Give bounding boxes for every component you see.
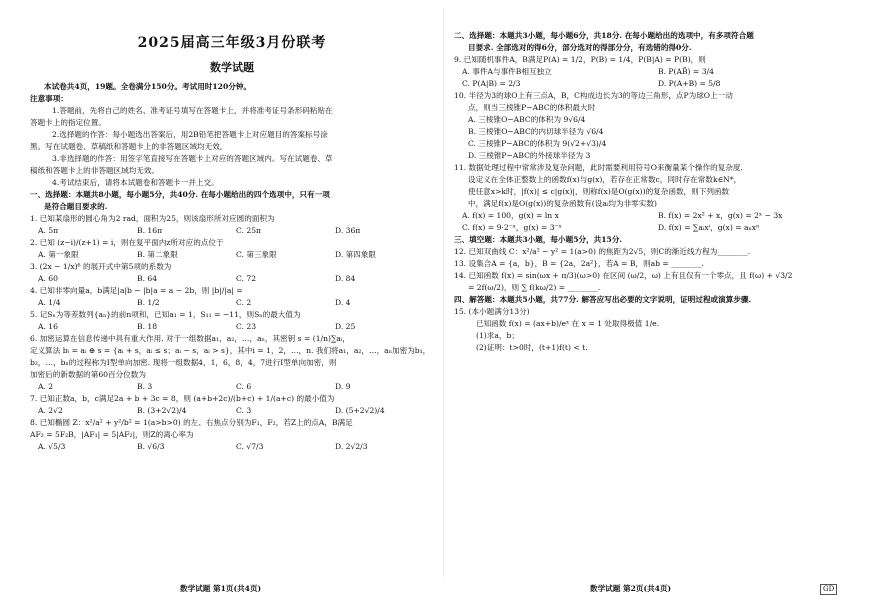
text-line: 5. 记Sₙ为等差数列{aₙ}的前n项和，已知a₁ = 1，S₁₁ = −11，则Sₙ的最大值为 (30, 310, 301, 319)
option-item: D. 第四象限 (335, 250, 377, 259)
option-row (30, 225, 434, 237)
text-line: 1. 已知某扇形的圆心角为2 rad，面积为25，则该扇形所对应圆的面积为 (30, 214, 275, 223)
option-item: A. f(x) = 100，g(x) = ln x (462, 211, 559, 220)
text-line: 2. 已知 (z−i)/(z+1) = i，则在复平面内z所对应的点位于 (30, 238, 224, 247)
text-line: 13. 设集合A = {a，b}，B = {2a，2a²}，若A = B，则ab = ________. (454, 259, 704, 268)
option-item: B. 64 (137, 274, 158, 283)
option-row (454, 66, 854, 78)
text-line: B. 三棱锥O−ABC的内切球半径为 √6/4 (468, 127, 604, 136)
option-item: A. 16 (38, 322, 58, 331)
right-content (454, 30, 854, 354)
option-row (454, 222, 854, 234)
option-item: C. 2 (236, 298, 252, 307)
page-divider (443, 8, 444, 578)
text-line: 15. (本小题满分13分) (454, 307, 530, 316)
page-footer-left: 数学试题 第1页(共4页) (180, 584, 262, 593)
option-item: C. 3 (236, 406, 252, 415)
text-line: 8. 已知椭圆 Z：x²/a² + y²/b² = 1(a>b>0) 的左、右焦点分别为F₁，F₂，若Z上的点A，B满足 (30, 418, 353, 427)
option-item: C. P(A|B) = 2/3 (462, 79, 521, 88)
option-item: A. 60 (38, 274, 58, 283)
text-line: 是符合题目要求的. (44, 202, 108, 211)
text-line: 9. 已知随机事件A，B满足P(A) = 1/2，P(B) = 1/4，P(B|A) = P(B)，则 (454, 55, 706, 64)
option-item: B. √6/3 (137, 442, 165, 451)
option-item: A. 5π (38, 226, 59, 235)
text-line: 12. 已知双曲线 C：x²/a² − y² = 1(a>0) 的焦距为2√5，则C的渐近线方程为________. (454, 247, 751, 256)
option-row (454, 78, 854, 90)
text-line: 10. 半径为3的球O上有三点A，B，C构成边长为3的等边三角形，点P为球O上一动 (454, 91, 733, 100)
text-line: 3. (2x − 1/x)⁶ 的展开式中第5项的系数为 (30, 262, 172, 271)
text-line: 7. 已知正数a，b，c满足2a + b + 3c = 8，则 (a+b+2c)/(b+c) + 1/(a+c) 的最小值为 (30, 394, 335, 403)
text-line: 答题卡上的指定位置。 (30, 118, 106, 127)
option-item: A. 第一象限 (38, 250, 79, 259)
text-line: 已知函数 f(x) = (ax+b)/eˣ 在 x = 1 处取得极值 1/e. (476, 319, 660, 328)
text-line: 1.答题前，先将自己的姓名、准考证号填写在答题卡上，并将准考证号条形码粘贴在 (52, 106, 333, 115)
option-row (30, 321, 434, 333)
option-item: C. √7/3 (236, 442, 264, 451)
option-row (30, 381, 434, 393)
text-line: 黑。写在试题卷、草稿纸和答题卡上的非答题区域均无效。 (30, 142, 228, 151)
option-item: D. 2√2/3 (335, 442, 368, 451)
text-line: 4. 已知非零向量a，b满足|a|b − |b|a = a − 2b，则 |b|/|a| = (30, 286, 243, 295)
text-line: b₂，…，bₙ的过程称为Ⅰ型单向加密. 现将一组数据4，1，6，8，4，7进行Ⅰ型单向加密，则 (30, 358, 337, 367)
option-row (30, 405, 434, 417)
text-line: (1)求a，b； (476, 331, 519, 340)
text-line: 11. 数据处理过程中常常涉及复杂问题，此时需要利用符号O来衡量某个操作的复杂度. (454, 163, 743, 172)
text-line: (2)证明：t>0时，(t+1)f(t) < t. (476, 343, 588, 352)
text-line: 定义算法 bᵢ = aᵢ ⊕ s = {aᵢ + s，aᵢ ≤ s；aᵢ − s，aᵢ > s}，其中i = 1，2，…，n. 我们将a₁，a₂，…，aₙ加密为b₁， (30, 346, 431, 355)
text-line: 四、解答题：本题共5小题，共77分. 解答应写出必要的文字说明，证明过程或演算步骤. (454, 295, 752, 304)
option-row (30, 297, 434, 309)
option-item: D. 25 (335, 322, 356, 331)
text-line: AF₂ = 5F₂B，|AF₁| = 5|AF₂|，则Z的离心率为 (30, 430, 194, 439)
option-item: B. f(x) = 2x² + x，g(x) = 2ˣ − 3x (658, 211, 783, 220)
text-line: 稿纸和答题卡上的非答题区域均无效。 (30, 166, 160, 175)
text-line: 一、选择题：本题共8小题，每小题5分，共40分. 在每小题给出的四个选项中，只有一项 (30, 190, 330, 199)
badge-gd: GD (820, 584, 837, 595)
option-item: A. √5/3 (38, 442, 66, 451)
text-line: 使任意x>k时，|f(x)| ≤ c|g(x)|，则称f(x)是O(g(x))的复杂函数，则下列函数 (468, 187, 730, 196)
text-line: C. 三棱锥P−ABC的体积为 9(√2+√3)/4 (468, 139, 607, 148)
option-item: B. (3+2√2)/4 (137, 406, 187, 415)
text-line: 二、选择题：本题共3小题，每小题6分，共18分. 在每小题给出的选项中，有多项符合题 (454, 31, 754, 40)
page-footer-right: 数学试题 第2页(共4页) (590, 584, 672, 593)
option-item: B. P(AB̄) = 3/4 (658, 67, 714, 76)
exam-title: 2025届高三年级3月份联考 (137, 35, 327, 51)
exam-subtitle: 数学试题 (210, 61, 254, 74)
option-item: C. 25π (236, 226, 262, 235)
option-row (454, 210, 854, 222)
text-line: D. 三棱锥P−ABC的外接球半径为 3 (468, 151, 591, 160)
option-item: C. f(x) = 9·2⁻ˣ，g(x) = 3⁻ˣ (462, 223, 562, 232)
option-item: A. 2√2 (38, 406, 63, 415)
left-content (30, 81, 434, 453)
text-line: 目要求. 全部选对的得6分，部分选对的得部分分，有选错的得0分. (468, 43, 692, 52)
option-item: A. 2 (38, 382, 54, 391)
text-line: 三、填空题：本题共3小题，每小题5分，共15分. (454, 235, 623, 244)
option-item: B. 16π (137, 226, 163, 235)
option-item: A. 1/4 (38, 298, 61, 307)
text-line: 注意事项： (30, 94, 68, 103)
text-line: 3.非选择题的作答：用签字笔直接写在答题卡上对应的答题区域内。写在试题卷、草 (52, 154, 333, 163)
option-row (30, 249, 434, 261)
option-item: C. 23 (236, 322, 257, 331)
option-item: C. 72 (236, 274, 257, 283)
option-item: A. 事件A与事件B相互独立 (462, 67, 552, 76)
option-item: D. f(x) = ∑aᵢxⁱ，g(x) = aₙxⁿ (658, 223, 760, 232)
text-line: 4.考试结束后，请将本试题卷和答题卡一并上交。 (52, 178, 219, 187)
text-line: 14. 已知函数 f(x) = sin(ωx + π/3)(ω>0) 在区间 (ω/2，ω) 上有且仅有一个零点，且 f(ω) + √3/2 (454, 271, 793, 280)
option-item: D. 9 (335, 382, 351, 391)
option-row (30, 441, 434, 453)
option-item: C. 6 (236, 382, 252, 391)
option-row (30, 273, 434, 285)
option-item: D. P(A+B) = 5/8 (658, 79, 721, 88)
option-item: B. 1/2 (137, 298, 160, 307)
option-item: D. 4 (335, 298, 351, 307)
right-page (446, 0, 870, 585)
option-item: C. 第三象限 (236, 250, 277, 259)
text-line: 本试卷共4页，19题。全卷满分150分。考试用时120分钟。 (44, 82, 252, 91)
left-page (0, 0, 442, 585)
option-item: B. 第二象限 (137, 250, 178, 259)
option-item: B. 18 (137, 322, 158, 331)
text-line: A. 三棱锥O−ABC的体积为 9√6/4 (468, 115, 586, 124)
text-line: = 2f(ω/2)，则 ∑ f(kω/2) = ________. (468, 283, 601, 292)
text-line: 2.选择题的作答：每小题选出答案后，用2B铅笔把答题卡上对应题目的答案标号涂 (52, 130, 328, 139)
text-line: 6. 加密运算在信息传递中具有重大作用. 对于一组数据a₁，a₂，…，aₙ，其密钥 s = (1/n)∑aᵢ， (30, 334, 351, 343)
text-line: 中，满足f(x)是O(g(x))的复杂函数有(设aᵢ均为非零实数) (468, 199, 657, 208)
text-line: 设定义在全体正整数上的函数f(x)与g(x)，若存在正常数c，同时存在常数k∈N*， (468, 175, 742, 184)
option-item: B. 3 (137, 382, 153, 391)
option-item: D. 36π (335, 226, 361, 235)
option-item: D. 84 (335, 274, 356, 283)
text-line: 加密后的新数据的第60百分位数为 (30, 370, 146, 379)
option-item: D. (5+2√2)/4 (335, 406, 385, 415)
text-line: 点，则当三棱锥P−ABC的体积最大时 (468, 103, 596, 112)
